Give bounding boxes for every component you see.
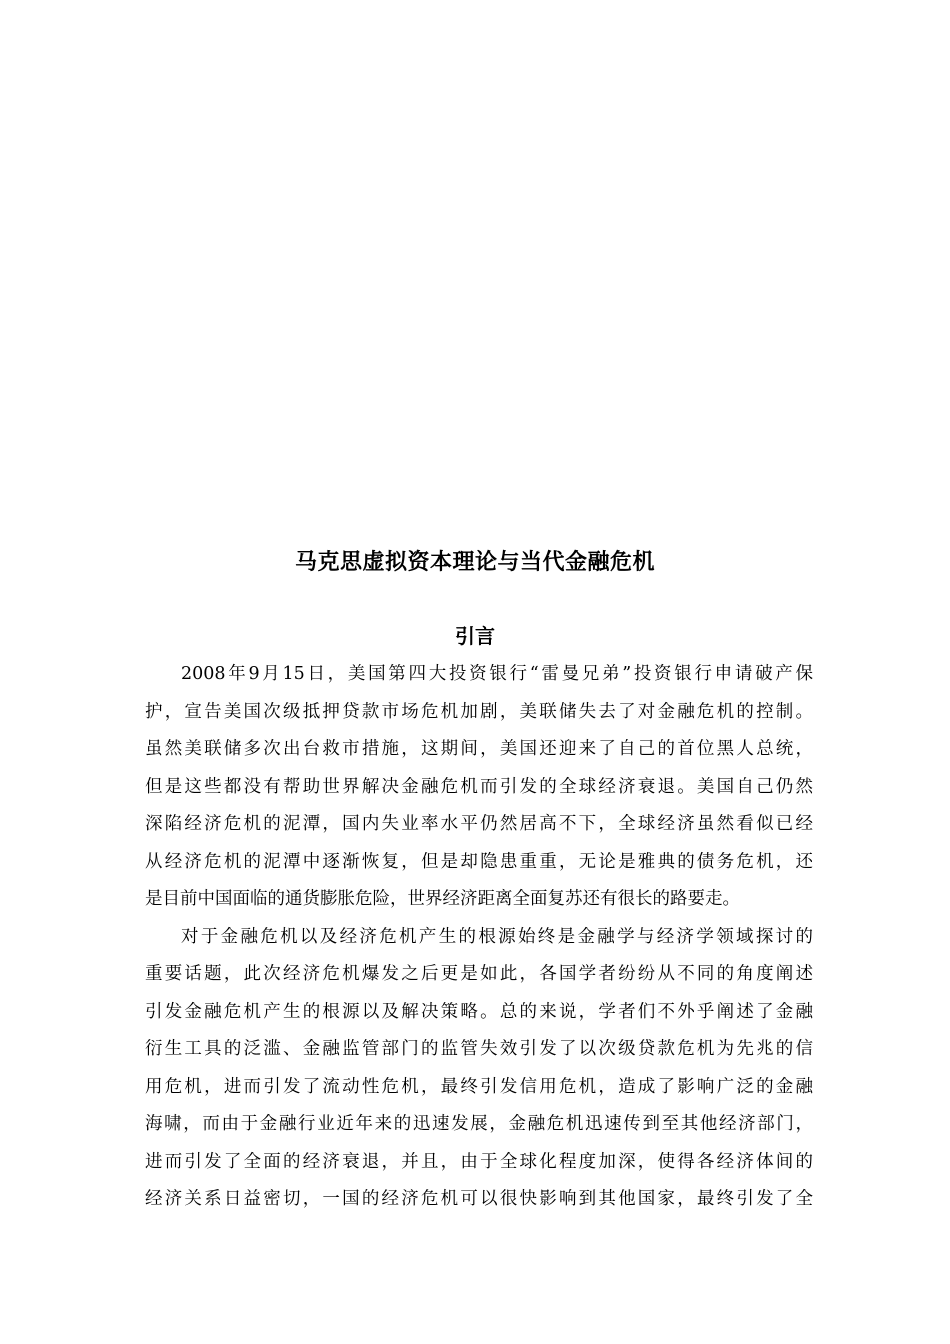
paragraph-line: 从经济危机的泥潭中逐渐恢复，但是却隐患重重，无论是雅典的债务危机，还 <box>145 851 813 872</box>
paragraph-line: 引发金融危机产生的根源以及解决策略。总的来说，学者们不外乎阐述了金融 <box>145 1001 813 1022</box>
paragraph-line: 深陷经济危机的泥潭，国内失业率水平仍然居高不下，全球经济虽然看似已经 <box>145 814 813 834</box>
paragraph-2 <box>145 919 813 1219</box>
paragraph-line: 海啸，而由于金融行业近年来的迅速发展，金融危机迅速传到至其他经济部门， <box>145 1114 813 1134</box>
paragraph-line: 用危机，进而引发了流动性危机，最终引发信用危机，造成了影响广泛的金融 <box>145 1076 813 1097</box>
paragraph-line: 经济关系日益密切，一国的经济危机可以很快影响到其他国家，最终引发了全 <box>145 1189 813 1209</box>
body-text <box>145 656 813 1219</box>
paragraph-line: 虽然美联储多次出台救市措施，这期间，美国还迎来了自己的首位黑人总统， <box>145 739 813 759</box>
paragraph-line: 进而引发了全面的经济衰退，并且，由于全球化程度加深，使得各经济体间的 <box>145 1151 813 1172</box>
paragraph-line: 2008年9月15日，美国第四大投资银行“雷曼兄弟”投资银行申请破产保 <box>181 664 813 684</box>
paragraph-line: 重要话题，此次经济危机爆发之后更是如此，各国学者纷纷从不同的角度阐述 <box>145 964 813 984</box>
paragraph-line: 衍生工具的泛滥、金融监管部门的监管失效引发了以次级贷款危机为先兆的信 <box>145 1039 813 1059</box>
paragraph-line: 对于金融危机以及经济危机产生的根源始终是金融学与经济学领域探讨的 <box>181 926 813 947</box>
paragraph-line: 但是这些都没有帮助世界解决金融危机而引发的全球经济衰退。美国自己仍然 <box>145 776 813 797</box>
paragraph-line: 是目前中国面临的通货膨胀危险，世界经济距离全面复苏还有很长的路要走。 <box>145 889 740 909</box>
paragraph-1 <box>145 656 813 919</box>
section-heading-introduction: 引言 <box>455 624 495 648</box>
document-title: 马克思虚拟资本理论与当代金融危机 <box>294 550 655 575</box>
paragraph-line: 护，宣告美国次级抵押贷款市场危机加剧，美联储失去了对金融危机的控制。 <box>145 701 813 722</box>
